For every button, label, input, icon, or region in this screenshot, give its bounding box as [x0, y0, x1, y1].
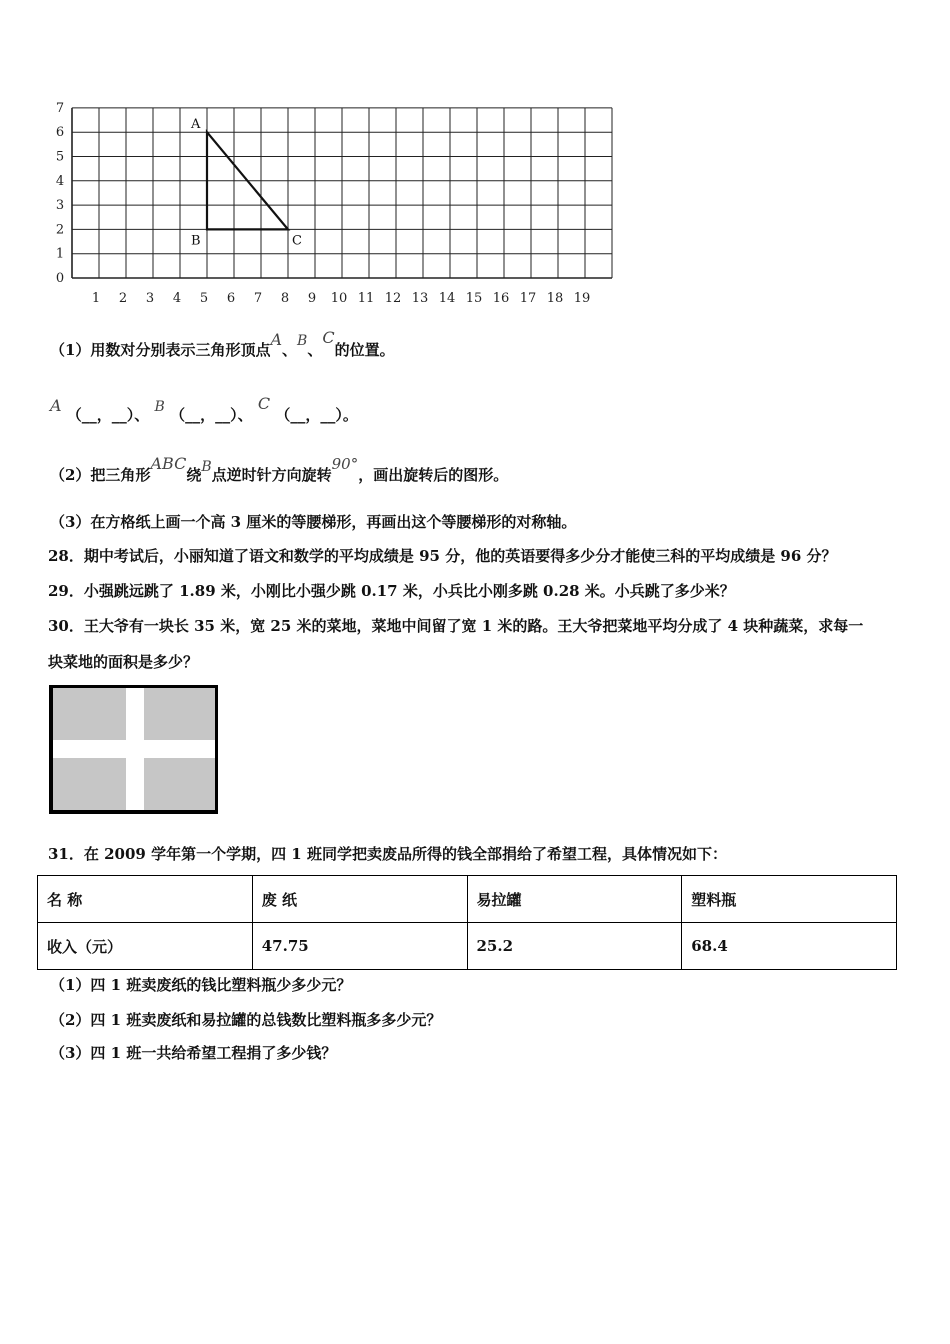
table-cell: 68.4: [682, 923, 897, 970]
question-31-sub1: （1）四 1 班卖废纸的钱比塑料瓶少多少元？: [50, 976, 352, 994]
point-b-label: B: [201, 459, 212, 475]
x-tick-label: 11: [357, 291, 375, 306]
separator: 、: [307, 341, 323, 359]
q27-part2-text: 点逆时针方向旋转: [211, 466, 332, 484]
x-tick-label: 8: [280, 291, 290, 306]
vertex-c-label: C: [292, 233, 302, 249]
x-tick-label: 9: [307, 291, 317, 306]
y-tick-label: 1: [55, 246, 65, 262]
vertex-a-label: A: [270, 330, 283, 349]
y-tick-label: 4: [55, 173, 65, 189]
q27-part1-text: （1）用数对分别表示三角形顶点: [50, 341, 271, 359]
q27-part3: （3）在方格纸上画一个高 3 厘米的等腰梯形，再画出这个等腰梯形的对称轴。: [50, 513, 577, 531]
question-28: 28．期中考试后，小丽知道了语文和数学的平均成绩是 95 分，他的英语要得多少分才能使三科的平均成绩是 96 分？: [48, 547, 837, 565]
vertex-b-label: B: [297, 333, 308, 349]
angle-90-label: 90°: [331, 455, 359, 473]
q27-part2-text: ，画出旋转后的图形。: [358, 466, 509, 484]
table-cell: 收入（元）: [38, 923, 253, 970]
table-header-row: [38, 876, 897, 923]
x-tick-label: 1: [91, 291, 101, 306]
vertex-c-label: C: [322, 328, 335, 347]
answer-a-label: A: [50, 396, 62, 415]
x-tick-label: 14: [438, 291, 456, 306]
x-tick-label: 6: [226, 291, 236, 306]
x-tick-label: 15: [465, 291, 483, 306]
vertex-b-label: B: [191, 233, 201, 249]
x-tick-label: 7: [253, 291, 263, 306]
question-31-intro: 31．在 2009 学年第一个学期，四 1 班同学把卖废品所得的钱全部捐给了希望工程，具体情况如下：: [48, 845, 727, 863]
coordinate-grid: [40, 100, 630, 315]
table-header-cell: 塑料瓶: [682, 876, 897, 923]
x-tick-label: 13: [411, 291, 429, 306]
x-tick-label: 4: [172, 291, 182, 306]
question-29: 29．小强跳远跳了 1.89 米，小刚比小强少跳 0.17 米，小兵比小刚多跳 0.28 米。小兵跳了多少米？: [48, 582, 735, 600]
table-header-cell: 废 纸: [252, 876, 467, 923]
vertical-road: [126, 688, 144, 810]
y-tick-label: 7: [55, 100, 65, 116]
q27-part2-text: 绕: [186, 466, 202, 484]
donation-table: [37, 875, 897, 970]
x-tick-label: 16: [492, 291, 510, 306]
x-tick-label: 18: [546, 291, 564, 306]
q27-part1-text-end: 的位置。: [334, 341, 395, 359]
y-tick-label: 5: [55, 149, 65, 165]
q27-part1: [50, 328, 395, 361]
triangle-abc-label: ABC: [150, 454, 187, 473]
y-tick-label: 3: [55, 198, 65, 214]
q27-part2: [50, 454, 509, 486]
x-tick-label: 2: [118, 291, 128, 306]
question-31-sub2: （2）四 1 班卖废纸和易拉罐的总钱数比塑料瓶多多少元？: [50, 1011, 442, 1029]
vegetable-field-figure: [49, 685, 218, 814]
table-cell: 47.75: [252, 923, 467, 970]
answer-b-label: B: [154, 399, 165, 415]
y-tick-label: 0: [55, 271, 65, 286]
x-tick-label: 17: [519, 291, 537, 306]
answer-c-blank[interactable]: （__，__）。: [275, 406, 358, 424]
answer-a-blank[interactable]: （__，__）、: [66, 406, 150, 424]
question-30-line2: 块菜地的面积是多少？: [48, 653, 199, 671]
x-tick-label: 12: [384, 291, 402, 306]
question-30-line1: 30．王大爷有一块长 35 米，宽 25 米的菜地，菜地中间留了宽 1 米的路。王大爷把菜地平均分成了 4 块种蔬菜，求每一: [48, 617, 864, 635]
x-tick-label: 3: [145, 291, 155, 306]
question-31-sub3: （3）四 1 班一共给希望工程捐了多少钱？: [50, 1044, 337, 1062]
x-tick-label: 5: [199, 291, 209, 306]
table-header-cell: 易拉罐: [467, 876, 682, 923]
table-header-cell: 名 称: [38, 876, 253, 923]
q27-answer-line: [50, 394, 358, 426]
answer-c-label: C: [257, 394, 271, 413]
table-cell: 25.2: [467, 923, 682, 970]
y-tick-label: 2: [55, 222, 65, 238]
separator: 、: [282, 341, 298, 359]
table-row: [38, 923, 897, 970]
vertex-a-label: A: [191, 117, 201, 133]
x-tick-label: 10: [330, 291, 348, 306]
q27-part2-text: （2）把三角形: [50, 466, 151, 484]
x-tick-label: 19: [573, 291, 591, 306]
y-tick-label: 6: [55, 125, 65, 141]
answer-b-blank[interactable]: （__，__）、: [170, 406, 253, 424]
